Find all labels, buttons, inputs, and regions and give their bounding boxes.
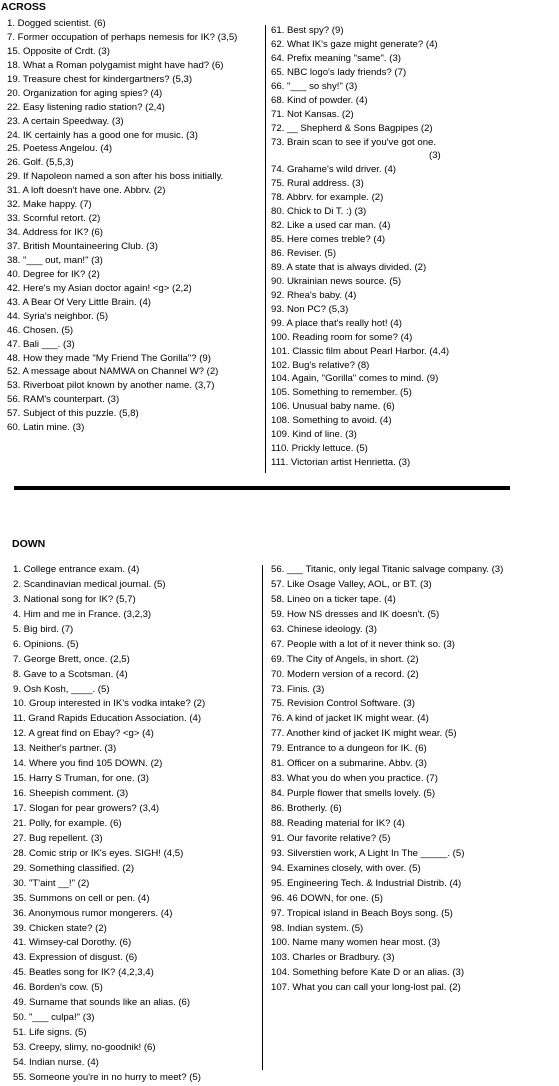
- across-left-clue: 46. Chosen. (5): [7, 324, 74, 336]
- across-left-clue: 38. "___ out, man!" (3): [7, 254, 103, 266]
- across-right-column: [271, 24, 551, 470]
- down-right-clue: 86. Brotherly. (6): [271, 803, 342, 814]
- across-left-clue: 57. Subject of this puzzle. (5,8): [7, 408, 139, 420]
- down-right-clue: 57. Like Osage Valley, AOL, or BT. (3): [271, 578, 432, 590]
- across-left-clue: 31. A loft doesn't have one. Abbrv. (2): [7, 185, 166, 197]
- down-left-clue: 50. "___ culpa!" (3): [13, 1012, 95, 1024]
- across-right-clue: 65. NBC logo's lady friends? (7): [271, 66, 407, 78]
- across-right-clue: 62. What IK's gaze might generate? (4): [271, 38, 438, 50]
- across-left-clue: 23. A certain Speedway. (3): [7, 115, 124, 127]
- down-right-clue: 104. Something before Kate D or an alias. (3): [271, 967, 465, 979]
- down-right-clue: 63. Chinese ideology. (3): [271, 623, 377, 635]
- across-left-clue: 34. Address for IK? (6): [7, 227, 103, 239]
- across-right-clue: (3): [429, 150, 441, 162]
- down-right-clue: 58. Lineo on a ticker tape. (4): [271, 593, 396, 605]
- across-right-clue: 86. Reviser. (5): [271, 248, 337, 259]
- across-right-clue: 85. Here comes treble? (4): [271, 234, 386, 246]
- across-heading: ACROSS: [1, 1, 46, 13]
- down-left-clue: 5. Big bird. (7): [13, 623, 74, 635]
- across-right-clue: 104. Again, "Gorilla" comes to mind. (9): [271, 373, 439, 385]
- across-left-clue: 60. Latin mine. (3): [7, 422, 85, 434]
- across-left-column: [7, 17, 262, 435]
- down-right-clue: 96. 46 DOWN, for one. (5): [271, 892, 383, 904]
- down-left-clue: 21. Polly, for example. (6): [13, 817, 122, 829]
- down-heading: DOWN: [12, 538, 46, 550]
- down-right-clue: 75. Revision Control Software. (3): [271, 698, 415, 710]
- down-right-clue: 79. Entrance to a dungeon for IK. (6): [271, 743, 427, 755]
- across-right-clue: 82. Like a used car man. (4): [271, 220, 391, 232]
- down-right-clue: 76. A kind of jacket IK might wear. (4): [271, 713, 429, 725]
- down-left-clue: 54. Indian nurse. (4): [13, 1056, 99, 1068]
- down-left-clue: 49. Surname that sounds like an alias. (6): [13, 997, 191, 1009]
- across-left-clue: 53. Riverboat pilot known by another name. (3,7): [7, 380, 215, 392]
- down-left-clue: 12. A great find on Ebay? <g> (4): [13, 728, 154, 740]
- across-right-clue: 61. Best spy? (9): [271, 25, 344, 36]
- across-right-clue: 89. A state that is always divided. (2): [271, 261, 427, 273]
- down-left-clue: 27. Bug repellent. (3): [13, 832, 103, 844]
- down-right-clue: 83. What you do when you practice. (7): [271, 773, 438, 785]
- across-left-clue: 15. Opposite of Crdt. (3): [7, 45, 110, 57]
- down-left-clue: 39. Chicken state? (2): [13, 922, 107, 934]
- across-left-clue: 24. IK certainly has a good one for music. (3): [7, 129, 198, 141]
- down-left-clue: 36. Anonymous rumor mongerers. (4): [13, 907, 173, 919]
- across-column-divider: [265, 25, 266, 473]
- across-left-clue: 29. If Napoleon named a son after his boss initially.: [7, 171, 224, 183]
- down-left-clue: 35. Summons on cell or pen. (4): [13, 892, 150, 904]
- across-right-clue: 109. Kind of line. (3): [271, 429, 357, 441]
- down-right-clue: 84. Purple flower that smells lovely. (5): [271, 788, 436, 800]
- across-left-clue: 33. Scornful retort. (2): [7, 213, 101, 225]
- across-left-clue: 7. Former occupation of perhaps nemesis for IK? (3,5): [7, 31, 238, 43]
- across-left-clue: 47. Bali ___. (3): [7, 338, 75, 350]
- across-right-clue: 90. Ukrainian news source. (5): [271, 275, 402, 287]
- down-right-clue: 77. Another kind of jacket IK might wear. (5): [271, 728, 457, 740]
- across-right-clue: 100. Reading room for some? (4): [271, 331, 413, 343]
- down-left-clue: 15. Harry S Truman, for one. (3): [13, 773, 149, 785]
- down-left-clue: 8. Gave to a Scotsman. (4): [13, 668, 128, 680]
- section-divider: [14, 486, 510, 490]
- across-right-clue: 102. Bug's relative? (8): [271, 359, 370, 371]
- down-right-clue: 103. Charles or Bradbury. (3): [271, 952, 395, 964]
- across-left-clue: 56. RAM's counterpart. (3): [7, 394, 120, 406]
- across-left-clue: 26. Golf. (5,5,3): [7, 157, 74, 169]
- across-right-clue: 106. Unusual baby name. (6): [271, 401, 395, 413]
- down-right-clue: 69. The City of Angels, in short. (2): [271, 653, 419, 665]
- across-right-clue: 71. Not Kansas. (2): [271, 108, 354, 120]
- down-left-clue: 46. Borden's cow. (5): [13, 982, 103, 994]
- down-column-divider: [262, 565, 263, 1070]
- across-right-clue: 92. Rhea's baby. (4): [271, 289, 357, 301]
- down-right-clue: 94. Examines closely, with over. (5): [271, 862, 421, 874]
- across-left-clue: 25. Poetess Angelou. (4): [7, 143, 113, 155]
- down-right-clue: 97. Tropical island in Beach Boys song. (5): [271, 907, 453, 919]
- down-left-clue: 9. Osh Kosh, ____. (5): [13, 683, 110, 695]
- down-left-clue: 53. Creepy, slimy, no-goodnik! (6): [13, 1042, 156, 1053]
- across-left-clue: 48. How they made "My Friend The Gorilla"? (9): [7, 352, 211, 364]
- down-left-clue: 29. Something classified. (2): [13, 862, 135, 874]
- down-right-clue: 91. Our favorite relative? (5): [271, 832, 391, 844]
- across-right-clue: 75. Rural address. (3): [271, 178, 364, 190]
- down-left-clue: 45. Beatles song for IK? (4,2,3,4): [13, 967, 154, 979]
- across-left-clue: 20. Organization for aging spies? (4): [7, 87, 163, 99]
- across-right-clue: 105. Something to remember. (5): [271, 387, 412, 399]
- down-left-clue: 30. "T'aint __!" (2): [13, 877, 90, 889]
- across-left-clue: 18. What a Roman polygamist might have had? (6): [7, 59, 224, 71]
- across-right-clue: 80. Chick to Di T. :) (3): [271, 206, 367, 218]
- down-right-clue: 70. Modern version of a record. (2): [271, 668, 419, 680]
- across-right-clue: 108. Something to avoid. (4): [271, 415, 392, 427]
- across-right-clue: 111. Victorian artist Henrietta. (3): [271, 457, 411, 469]
- down-left-clue: 17. Slogan for pear growers? (3,4): [13, 803, 160, 814]
- down-right-clue: 95. Engineering Tech. & Industrial Distrib. (4): [271, 877, 462, 889]
- down-left-clue: 4. Him and me in France. (3,2,3): [13, 608, 152, 620]
- across-left-clue: 42. Here's my Asian doctor again! <g> (2,2): [7, 282, 192, 294]
- down-left-clue: 28. Comic strip or IK's eyes. SIGH! (4,5): [13, 847, 184, 859]
- down-left-clue: 7. George Brett, once. (2,5): [13, 653, 130, 665]
- across-right-clue: 66. "___ so shy!" (3): [271, 80, 358, 92]
- across-left-clue: 44. Syria's neighbor. (5): [7, 310, 109, 322]
- across-right-clue: 99. A place that's really hot! (4): [271, 317, 402, 329]
- down-right-clue: 67. People with a lot of it never think so. (3): [271, 638, 455, 650]
- down-left-clue: 2. Scandinavian medical journal. (5): [13, 578, 166, 590]
- across-right-clue: 78. Abbrv. for example. (2): [271, 192, 384, 204]
- down-left-clue: 41. Wimsey-cal Dorothy. (6): [13, 937, 132, 949]
- down-right-clue: 73. Finis. (3): [271, 683, 325, 695]
- down-left-clue: 16. Sheepish comment. (3): [13, 788, 129, 800]
- across-right-clue: 74. Grahame's wild driver. (4): [271, 164, 396, 176]
- across-left-clue: 1. Dogged scientist. (6): [7, 18, 106, 29]
- down-left-clue: 1. College entrance exam. (4): [13, 564, 140, 575]
- across-right-clue: 68. Kind of powder. (4): [271, 94, 368, 106]
- down-left-clue: 13. Neither's partner. (3): [13, 743, 117, 755]
- down-left-clue: 51. Life signs. (5): [13, 1027, 87, 1039]
- down-left-clue: 43. Expression of disgust. (6): [13, 952, 138, 964]
- down-left-clue: 11. Grand Rapids Education Association. (4): [13, 713, 202, 725]
- down-right-clue: 98. Indian system. (5): [271, 922, 364, 934]
- across-right-clue: 101. Classic film about Pearl Harbor. (4,4): [271, 345, 450, 357]
- down-left-clue: 10. Group interested in IK's vodka intake? (2): [13, 698, 206, 710]
- down-left-clue: 55. Someone you're in no hurry to meet? (5): [13, 1071, 201, 1083]
- across-left-clue: 32. Make happy. (7): [7, 199, 92, 211]
- across-left-clue: 43. A Bear Of Very Little Brain. (4): [7, 296, 151, 308]
- down-right-clue: 93. Silverstien work, A Light In The _____. (5): [271, 847, 465, 859]
- down-right-clue: 59. How NS dresses and IK doesn't. (5): [271, 608, 440, 620]
- down-left-clue: 3. National song for IK? (5,7): [13, 593, 136, 605]
- down-right-clue: 56. ___ Titanic, only legal Titanic salvage company. (3): [271, 564, 504, 575]
- across-right-clue: 73. Brain scan to see if you've got one.: [271, 136, 437, 148]
- down-right-clue: 107. What you can call your long-lost pal. (2): [271, 982, 461, 994]
- down-left-clue: 14. Where you find 105 DOWN. (2): [13, 758, 163, 770]
- across-left-clue: 40. Degree for IK? (2): [7, 268, 100, 280]
- across-left-clue: 22. Easy listening radio station? (2,4): [7, 101, 165, 113]
- down-left-clue: 6. Opinions. (5): [13, 638, 79, 650]
- across-left-clue: 37. British Mountaineering Club. (3): [7, 241, 158, 252]
- across-right-clue: 93. Non PC? (5,3): [271, 303, 349, 315]
- across-right-clue: 64. Prefix meaning "same". (3): [271, 52, 401, 64]
- across-left-clue: 19. Treasure chest for kindergartners? (5,3): [7, 73, 193, 85]
- down-right-clue: 100. Name many women hear most. (3): [271, 937, 441, 949]
- across-right-clue: 72. __ Shepherd & Sons Bagpipes (2): [271, 122, 433, 134]
- across-left-clue: 52. A message about NAMWA on Channel W? (2): [7, 366, 219, 378]
- down-right-clue: 88. Reading material for IK? (4): [271, 817, 405, 829]
- down-left-column: [13, 563, 258, 1086]
- down-right-column: [271, 563, 555, 996]
- down-right-clue: 81. Officer on a submarine. Abbv. (3): [271, 758, 427, 770]
- across-right-clue: 110. Prickly lettuce. (5): [271, 443, 368, 455]
